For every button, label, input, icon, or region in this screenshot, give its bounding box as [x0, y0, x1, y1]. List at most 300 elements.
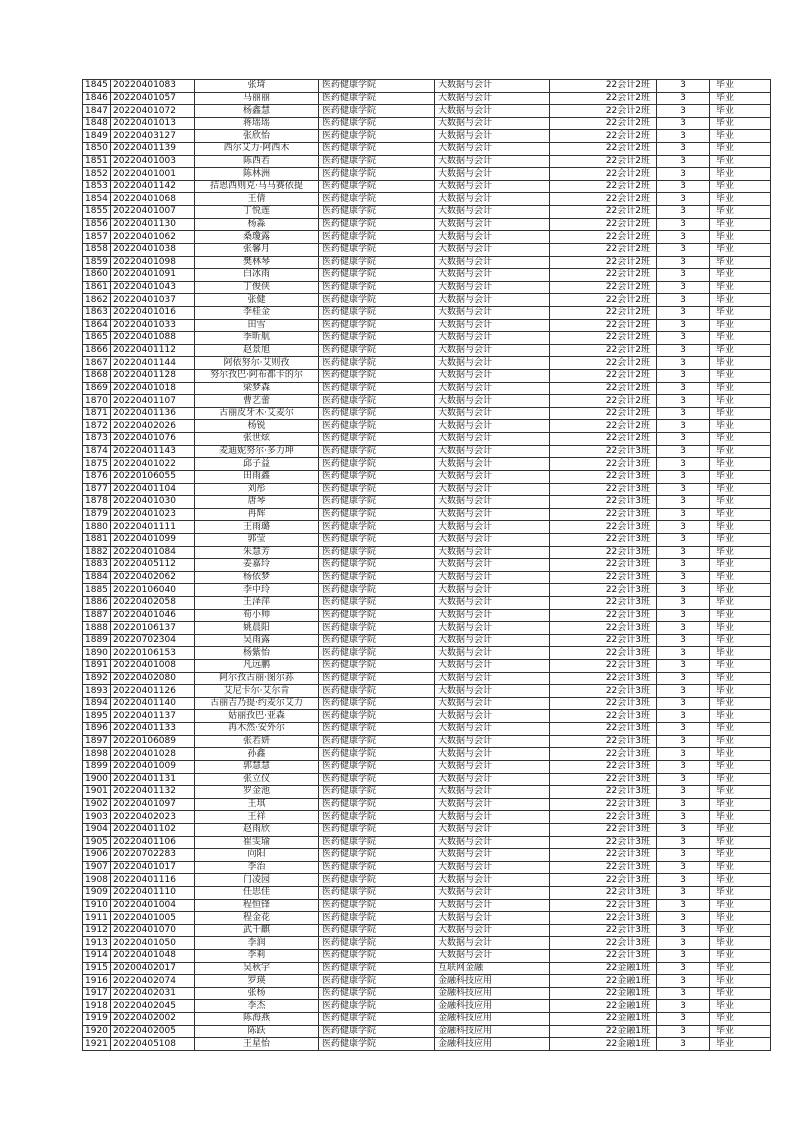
table-row [83, 1038, 771, 1051]
student-name-cell: 崔雯瑜 [195, 836, 319, 849]
class-cell: 22会计3班 [550, 887, 657, 900]
college-cell: 医药健康学院 [319, 306, 435, 319]
student-name-cell: 李润 [195, 937, 319, 950]
row-number-cell: 1861 [83, 281, 111, 294]
years-cell: 3 [657, 924, 710, 937]
years-cell: 3 [657, 697, 710, 710]
college-cell: 医药健康学院 [319, 370, 435, 383]
student-id-cell: 20220401133 [111, 723, 195, 736]
major-cell: 大数据与会计 [435, 899, 550, 912]
row-number-cell: 1900 [83, 773, 111, 786]
college-cell: 医药健康学院 [319, 269, 435, 282]
status-cell: 毕业 [710, 382, 771, 395]
row-number-cell: 1902 [83, 798, 111, 811]
years-cell: 3 [657, 710, 710, 723]
college-cell: 医药健康学院 [319, 634, 435, 647]
table-row [83, 710, 771, 723]
major-cell: 大数据与会计 [435, 937, 550, 950]
major-cell: 大数据与会计 [435, 420, 550, 433]
status-cell: 毕业 [710, 143, 771, 156]
class-cell: 22会计2班 [550, 332, 657, 345]
major-cell: 大数据与会计 [435, 836, 550, 849]
status-cell: 毕业 [710, 584, 771, 597]
status-cell: 毕业 [710, 975, 771, 988]
years-cell: 3 [657, 975, 710, 988]
college-cell: 医药健康学院 [319, 596, 435, 609]
student-name-cell: 马丽丽 [195, 92, 319, 105]
status-cell: 毕业 [710, 193, 771, 206]
status-cell: 毕业 [710, 231, 771, 244]
major-cell: 大数据与会计 [435, 546, 550, 559]
years-cell: 3 [657, 433, 710, 446]
status-cell: 毕业 [710, 823, 771, 836]
student-name-cell: 向阳 [195, 849, 319, 862]
college-cell: 医药健康学院 [319, 281, 435, 294]
student-id-cell: 20220402002 [111, 1013, 195, 1026]
student-name-cell: 罗瑛 [195, 975, 319, 988]
years-cell: 3 [657, 395, 710, 408]
major-cell: 大数据与会计 [435, 786, 550, 799]
student-id-cell: 20220403127 [111, 130, 195, 143]
student-id-cell: 20220401102 [111, 823, 195, 836]
table-row [83, 231, 771, 244]
status-cell: 毕业 [710, 533, 771, 546]
major-cell: 大数据与会计 [435, 130, 550, 143]
college-cell: 医药健康学院 [319, 180, 435, 193]
student-name-cell: 樊林琴 [195, 256, 319, 269]
status-cell: 毕业 [710, 811, 771, 824]
table-row [83, 470, 771, 483]
row-number-cell: 1892 [83, 672, 111, 685]
major-cell: 大数据与会计 [435, 861, 550, 874]
college-cell: 医药健康学院 [319, 937, 435, 950]
class-cell: 22会计3班 [550, 811, 657, 824]
major-cell: 大数据与会计 [435, 609, 550, 622]
student-name-cell: 罗金池 [195, 786, 319, 799]
status-cell: 毕业 [710, 483, 771, 496]
major-cell: 大数据与会计 [435, 433, 550, 446]
status-cell: 毕业 [710, 130, 771, 143]
student-id-cell: 20220401088 [111, 332, 195, 345]
years-cell: 3 [657, 622, 710, 635]
years-cell: 3 [657, 521, 710, 534]
status-cell: 毕业 [710, 937, 771, 950]
college-cell: 医药健康学院 [319, 382, 435, 395]
student-name-cell: 艾尼卡尔·艾尔肯 [195, 685, 319, 698]
status-cell: 毕业 [710, 294, 771, 307]
row-number-cell: 1872 [83, 420, 111, 433]
student-name-cell: 程恒锋 [195, 899, 319, 912]
student-name-cell: 李莉 [195, 950, 319, 963]
table-row [83, 344, 771, 357]
college-cell: 医药健康学院 [319, 760, 435, 773]
row-number-cell: 1898 [83, 748, 111, 761]
status-cell: 毕业 [710, 117, 771, 130]
college-cell: 医药健康学院 [319, 584, 435, 597]
student-name-cell: 王琪 [195, 798, 319, 811]
row-number-cell: 1849 [83, 130, 111, 143]
years-cell: 3 [657, 319, 710, 332]
student-id-cell: 20220401003 [111, 155, 195, 168]
table-row [83, 155, 771, 168]
row-number-cell: 1858 [83, 243, 111, 256]
status-cell: 毕业 [710, 836, 771, 849]
status-cell: 毕业 [710, 319, 771, 332]
student-id-cell: 20220402062 [111, 571, 195, 584]
class-cell: 22会计2班 [550, 193, 657, 206]
row-number-cell: 1919 [83, 1013, 111, 1026]
college-cell: 医药健康学院 [319, 344, 435, 357]
college-cell: 医药健康学院 [319, 723, 435, 736]
student-name-cell: 梁梦森 [195, 382, 319, 395]
years-cell: 3 [657, 193, 710, 206]
row-number-cell: 1847 [83, 105, 111, 118]
table-row [83, 836, 771, 849]
major-cell: 大数据与会计 [435, 269, 550, 282]
status-cell: 毕业 [710, 370, 771, 383]
status-cell: 毕业 [710, 155, 771, 168]
student-name-cell: 邱子益 [195, 458, 319, 471]
student-name-cell: 姑丽孜巴·亚森 [195, 710, 319, 723]
class-cell: 22金融1班 [550, 1000, 657, 1013]
student-name-cell: 古丽皮牙木·艾麦尔 [195, 407, 319, 420]
student-id-cell: 20220401007 [111, 206, 195, 219]
major-cell: 大数据与会计 [435, 193, 550, 206]
table-row [83, 596, 771, 609]
major-cell: 大数据与会计 [435, 243, 550, 256]
status-cell: 毕业 [710, 987, 771, 1000]
years-cell: 3 [657, 332, 710, 345]
college-cell: 医药健康学院 [319, 1013, 435, 1026]
student-name-cell: 杨锐 [195, 420, 319, 433]
student-name-cell: 郭慧慧 [195, 760, 319, 773]
class-cell: 22会计3班 [550, 609, 657, 622]
class-cell: 22会计3班 [550, 937, 657, 950]
status-cell: 毕业 [710, 634, 771, 647]
class-cell: 22金融1班 [550, 1025, 657, 1038]
college-cell: 医药健康学院 [319, 407, 435, 420]
college-cell: 医药健康学院 [319, 950, 435, 963]
years-cell: 3 [657, 584, 710, 597]
class-cell: 22会计3班 [550, 571, 657, 584]
table-row [83, 672, 771, 685]
class-cell: 22会计2班 [550, 269, 657, 282]
student-id-cell: 20220401111 [111, 521, 195, 534]
major-cell: 大数据与会计 [435, 294, 550, 307]
class-cell: 22会计3班 [550, 950, 657, 963]
class-cell: 22会计3班 [550, 773, 657, 786]
major-cell: 金融科技应用 [435, 975, 550, 988]
student-id-cell: 20220401143 [111, 445, 195, 458]
years-cell: 3 [657, 786, 710, 799]
student-name-cell: 丁悦莲 [195, 206, 319, 219]
status-cell: 毕业 [710, 899, 771, 912]
college-cell: 医药健康学院 [319, 420, 435, 433]
major-cell: 大数据与会计 [435, 634, 550, 647]
table-row [83, 407, 771, 420]
college-cell: 医药健康学院 [319, 924, 435, 937]
years-cell: 3 [657, 660, 710, 673]
status-cell: 毕业 [710, 458, 771, 471]
class-cell: 22会计3班 [550, 874, 657, 887]
college-cell: 医药健康学院 [319, 836, 435, 849]
class-cell: 22金融1班 [550, 1038, 657, 1051]
class-cell: 22会计3班 [550, 697, 657, 710]
years-cell: 3 [657, 294, 710, 307]
student-name-cell: 任思佳 [195, 887, 319, 900]
major-cell: 大数据与会计 [435, 773, 550, 786]
student-name-cell: 古丽吉乃提·约麦尔艾力 [195, 697, 319, 710]
status-cell: 毕业 [710, 1000, 771, 1013]
row-number-cell: 1909 [83, 887, 111, 900]
student-id-cell: 20220401107 [111, 395, 195, 408]
years-cell: 3 [657, 407, 710, 420]
class-cell: 22会计3班 [550, 470, 657, 483]
major-cell: 大数据与会计 [435, 319, 550, 332]
college-cell: 医药健康学院 [319, 786, 435, 799]
years-cell: 3 [657, 861, 710, 874]
college-cell: 医药健康学院 [319, 319, 435, 332]
student-name-cell: 荀小帅 [195, 609, 319, 622]
student-name-cell: 朱慧芳 [195, 546, 319, 559]
table-row [83, 433, 771, 446]
student-name-cell: 孙鑫 [195, 748, 319, 761]
student-id-cell: 20220401068 [111, 193, 195, 206]
student-id-cell: 20220401128 [111, 370, 195, 383]
years-cell: 3 [657, 496, 710, 509]
table-row [83, 975, 771, 988]
student-id-cell: 20220401046 [111, 609, 195, 622]
student-name-cell: 杨淼 [195, 218, 319, 231]
major-cell: 大数据与会计 [435, 180, 550, 193]
college-cell: 医药健康学院 [319, 117, 435, 130]
major-cell: 大数据与会计 [435, 370, 550, 383]
major-cell: 大数据与会计 [435, 395, 550, 408]
status-cell: 毕业 [710, 622, 771, 635]
student-id-cell: 20220401033 [111, 319, 195, 332]
major-cell: 大数据与会计 [435, 672, 550, 685]
row-number-cell: 1899 [83, 760, 111, 773]
student-name-cell: 吴雨露 [195, 634, 319, 647]
major-cell: 大数据与会计 [435, 155, 550, 168]
student-id-cell: 20220401028 [111, 748, 195, 761]
major-cell: 大数据与会计 [435, 823, 550, 836]
class-cell: 22金融1班 [550, 975, 657, 988]
class-cell: 22会计3班 [550, 710, 657, 723]
class-cell: 22会计3班 [550, 748, 657, 761]
table-row [83, 458, 771, 471]
major-cell: 大数据与会计 [435, 231, 550, 244]
table-row [83, 647, 771, 660]
student-name-cell: 田雨鑫 [195, 470, 319, 483]
status-cell: 毕业 [710, 723, 771, 736]
student-name-cell: 王祥 [195, 811, 319, 824]
class-cell: 22会计2班 [550, 243, 657, 256]
student-id-cell: 20220401140 [111, 697, 195, 710]
status-cell: 毕业 [710, 546, 771, 559]
student-id-cell: 20220401097 [111, 798, 195, 811]
class-cell: 22会计3班 [550, 521, 657, 534]
college-cell: 医药健康学院 [319, 912, 435, 925]
class-cell: 22会计3班 [550, 483, 657, 496]
row-number-cell: 1868 [83, 370, 111, 383]
years-cell: 3 [657, 130, 710, 143]
status-cell: 毕业 [710, 470, 771, 483]
status-cell: 毕业 [710, 1025, 771, 1038]
table-row [83, 168, 771, 181]
student-id-cell: 20220401008 [111, 660, 195, 673]
class-cell: 22会计2班 [550, 143, 657, 156]
row-number-cell: 1851 [83, 155, 111, 168]
student-id-cell: 20220106089 [111, 735, 195, 748]
class-cell: 22会计3班 [550, 899, 657, 912]
class-cell: 22会计2班 [550, 420, 657, 433]
major-cell: 大数据与会计 [435, 660, 550, 673]
row-number-cell: 1869 [83, 382, 111, 395]
college-cell: 医药健康学院 [319, 874, 435, 887]
student-name-cell: 张立仪 [195, 773, 319, 786]
class-cell: 22会计2班 [550, 407, 657, 420]
table-row [83, 218, 771, 231]
major-cell: 大数据与会计 [435, 697, 550, 710]
row-number-cell: 1852 [83, 168, 111, 181]
status-cell: 毕业 [710, 798, 771, 811]
row-number-cell: 1921 [83, 1038, 111, 1051]
table-row [83, 1025, 771, 1038]
college-cell: 医药健康学院 [319, 294, 435, 307]
college-cell: 医药健康学院 [319, 143, 435, 156]
years-cell: 3 [657, 912, 710, 925]
table-row [83, 748, 771, 761]
college-cell: 医药健康学院 [319, 559, 435, 572]
student-table [82, 79, 771, 1051]
table-row [83, 950, 771, 963]
college-cell: 医药健康学院 [319, 496, 435, 509]
major-cell: 大数据与会计 [435, 470, 550, 483]
student-name-cell: 郭莹 [195, 533, 319, 546]
status-cell: 毕业 [710, 672, 771, 685]
student-name-cell: 陈林洲 [195, 168, 319, 181]
table-row [83, 1013, 771, 1026]
row-number-cell: 1890 [83, 647, 111, 660]
status-cell: 毕业 [710, 596, 771, 609]
status-cell: 毕业 [710, 332, 771, 345]
student-id-cell: 20220106137 [111, 622, 195, 635]
row-number-cell: 1888 [83, 622, 111, 635]
table-row [83, 874, 771, 887]
major-cell: 大数据与会计 [435, 559, 550, 572]
years-cell: 3 [657, 723, 710, 736]
row-number-cell: 1875 [83, 458, 111, 471]
college-cell: 医药健康学院 [319, 508, 435, 521]
major-cell: 大数据与会计 [435, 344, 550, 357]
status-cell: 毕业 [710, 180, 771, 193]
major-cell: 大数据与会计 [435, 798, 550, 811]
major-cell: 大数据与会计 [435, 496, 550, 509]
status-cell: 毕业 [710, 508, 771, 521]
row-number-cell: 1918 [83, 1000, 111, 1013]
student-name-cell: 杨鑫慧 [195, 105, 319, 118]
class-cell: 22会计2班 [550, 80, 657, 93]
class-cell: 22会计2班 [550, 117, 657, 130]
table-body [83, 80, 771, 1051]
college-cell: 医药健康学院 [319, 735, 435, 748]
row-number-cell: 1893 [83, 685, 111, 698]
student-id-cell: 20220401132 [111, 786, 195, 799]
student-name-cell: 再木然·安外尔 [195, 723, 319, 736]
college-cell: 医药健康学院 [319, 458, 435, 471]
row-number-cell: 1873 [83, 433, 111, 446]
college-cell: 医药健康学院 [319, 357, 435, 370]
college-cell: 医药健康学院 [319, 206, 435, 219]
years-cell: 3 [657, 306, 710, 319]
class-cell: 22会计2班 [550, 344, 657, 357]
table-row [83, 533, 771, 546]
row-number-cell: 1885 [83, 584, 111, 597]
student-id-cell: 20220401038 [111, 243, 195, 256]
college-cell: 医药健康学院 [319, 1025, 435, 1038]
status-cell: 毕业 [710, 559, 771, 572]
major-cell: 大数据与会计 [435, 206, 550, 219]
years-cell: 3 [657, 811, 710, 824]
table-row [83, 924, 771, 937]
years-cell: 3 [657, 281, 710, 294]
major-cell: 大数据与会计 [435, 80, 550, 93]
years-cell: 3 [657, 773, 710, 786]
class-cell: 22会计3班 [550, 546, 657, 559]
student-name-cell: 陈跃 [195, 1025, 319, 1038]
years-cell: 3 [657, 1013, 710, 1026]
major-cell: 互联网金融 [435, 962, 550, 975]
status-cell: 毕业 [710, 256, 771, 269]
major-cell: 大数据与会计 [435, 332, 550, 345]
student-id-cell: 20220405112 [111, 559, 195, 572]
major-cell: 大数据与会计 [435, 760, 550, 773]
row-number-cell: 1897 [83, 735, 111, 748]
row-number-cell: 1912 [83, 924, 111, 937]
status-cell: 毕业 [710, 445, 771, 458]
status-cell: 毕业 [710, 281, 771, 294]
row-number-cell: 1863 [83, 306, 111, 319]
student-id-cell: 20220401131 [111, 773, 195, 786]
college-cell: 医药健康学院 [319, 697, 435, 710]
student-name-cell: 王倩 [195, 193, 319, 206]
years-cell: 3 [657, 243, 710, 256]
student-id-cell: 20220401018 [111, 382, 195, 395]
student-name-cell: 阿尔孜古丽·图尔荪 [195, 672, 319, 685]
row-number-cell: 1856 [83, 218, 111, 231]
class-cell: 22会计3班 [550, 496, 657, 509]
years-cell: 3 [657, 143, 710, 156]
years-cell: 3 [657, 571, 710, 584]
table-row [83, 571, 771, 584]
college-cell: 医药健康学院 [319, 622, 435, 635]
class-cell: 22会计3班 [550, 672, 657, 685]
major-cell: 金融科技应用 [435, 1038, 550, 1051]
class-cell: 22会计3班 [550, 508, 657, 521]
row-number-cell: 1911 [83, 912, 111, 925]
row-number-cell: 1881 [83, 533, 111, 546]
college-cell: 医药健康学院 [319, 685, 435, 698]
college-cell: 医药健康学院 [319, 887, 435, 900]
college-cell: 医药健康学院 [319, 105, 435, 118]
college-cell: 医药健康学院 [319, 332, 435, 345]
years-cell: 3 [657, 357, 710, 370]
table-row [83, 521, 771, 534]
years-cell: 3 [657, 760, 710, 773]
student-name-cell: 拮恩西则克·马马赛依提 [195, 180, 319, 193]
table-row [83, 496, 771, 509]
